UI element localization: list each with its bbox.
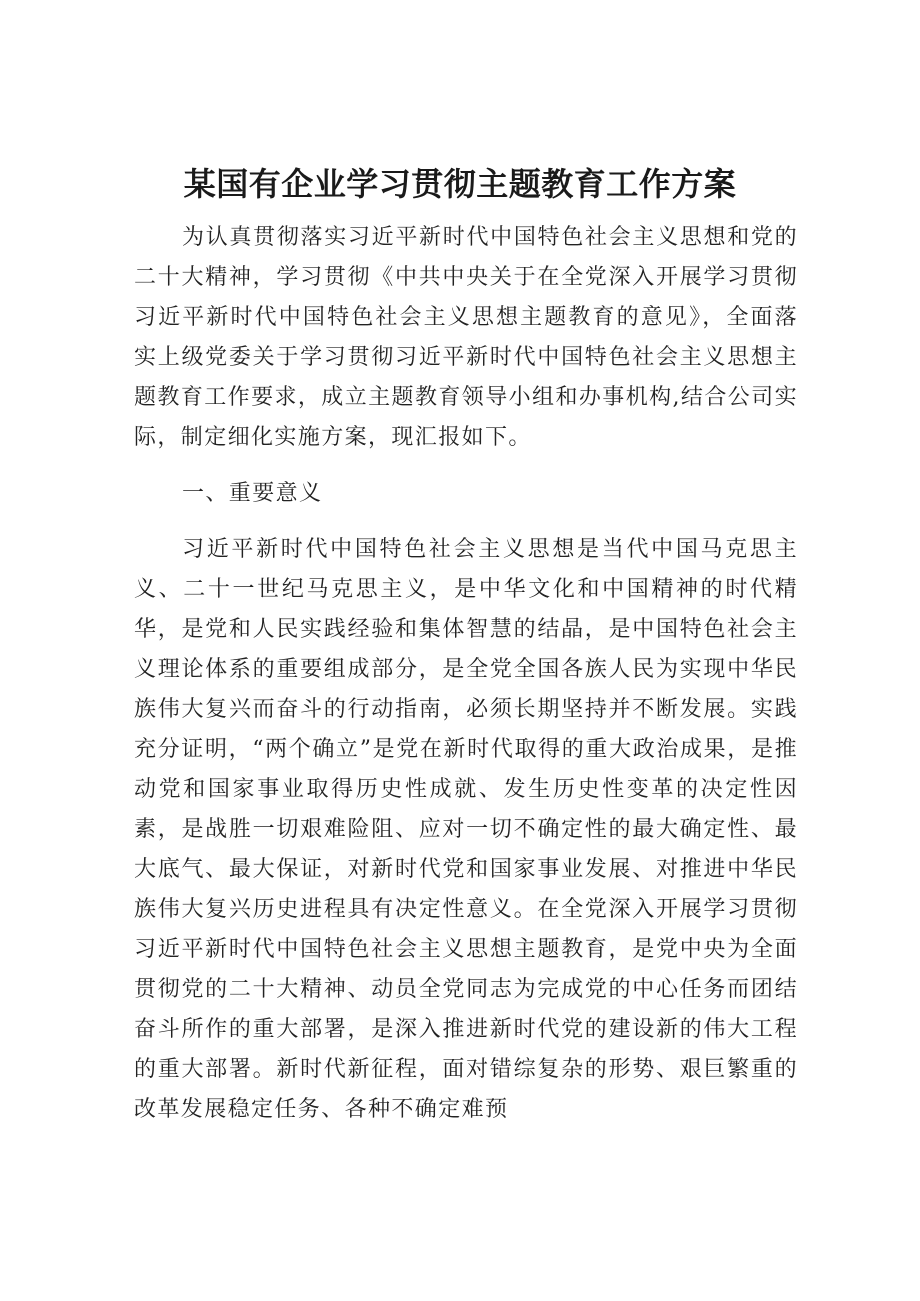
intro-paragraph: 为认真贯彻落实习近平新时代中国特色社会主义思想和党的二十大精神，学习贯彻《中共中央关于在全党深入开展学习贯彻习近平新时代中国特色社会主义思想主题教育的意见》，全面落实上级党委关于学习贯彻习近平新时代中国特色社会主义思想主题教育工作要求，成立主题教育领导小组和办事机构,结合公司实际，制定细化实施方案，现汇报如下。	[134, 225, 798, 450]
document-body	[134, 218, 798, 1130]
section-heading: 一、重要意义	[182, 481, 323, 506]
section-paragraph: 习近平新时代中国特色社会主义思想是当代中国马克思主义、二十一世纪马克思主义，是中华文化和中国精神的时代精华，是党和人民实践经验和集体智慧的结晶，是中国特色社会主义理论体系的重要组成部分，是全党全国各族人民为实现中华民族伟大复兴而奋斗的行动指南，必须长期坚持并不断发展。实践充分证明，“两个确立”是党在新时代取得的重大政治成果，是推动党和国家事业取得历史性成就、发生历史性变革的决定性因素，是战胜一切艰难险阻、应对一切不确定性的最大确定性、最大底气、最大保证，对新时代党和国家事业发展、对推进中华民族伟大复兴历史进程具有决定性意义。在全党深入开展学习贯彻习近平新时代中国特色社会主义思想主题教育，是党中央为全面贯彻党的二十大精神、动员全党同志为完成党的中心任务而团结奋斗所作的重大部署，是深入推进新时代党的建设新的伟大工程的重大部署。新时代新征程，面对错综复杂的形势、艰巨繁重的改革发展稳定任务、各种不确定难预	[134, 537, 798, 1122]
document-title: 某国有企业学习贯彻主题教育工作方案	[183, 165, 737, 203]
